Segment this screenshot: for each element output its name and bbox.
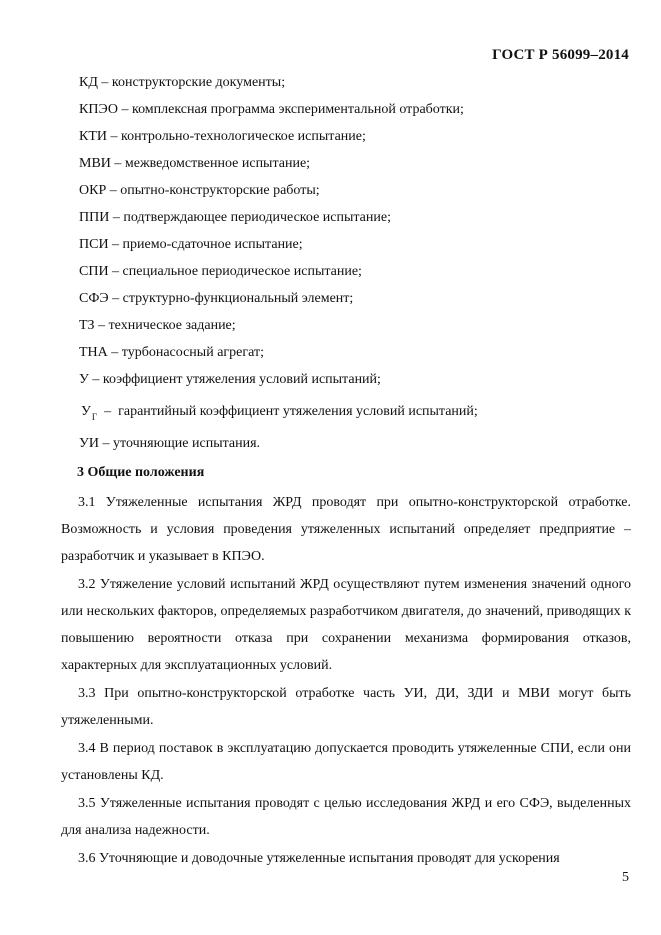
- abbreviation-item: УИ – уточняющие испытания.: [79, 436, 261, 451]
- document-header: ГОСТ Р 56099–2014: [492, 47, 629, 63]
- abbreviation-item: ОКР – опытно-конструкторские работы;: [79, 183, 320, 198]
- paragraph: 3.6 Уточняющие и доводочные утяжеленные испытания проводят для ускорения: [78, 851, 560, 866]
- abbreviation-item: КТИ – контрольно-технологическое испытание;: [79, 129, 366, 144]
- paragraph: 3.1 Утяжеленные испытания ЖРД проводят при опытно-конструкторской отработке. Возможность и условия проведения утяжеленных испытаний определяет предприятие – разработчик и указывает в КПЭО.: [61, 495, 631, 564]
- paragraph: 3.5 Утяжеленные испытания проводят с целью исследования ЖРД и его СФЭ, выделенных для анализа надежности.: [61, 796, 631, 838]
- paragraph: 3.2 Утяжеление условий испытаний ЖРД осуществляют путем изменения значений одного или нескольких факторов, определяемых разработчиком двигателя, до значений, приводящих к повышению вероятности отказа при сохранении механизма формирования отказов, характерных для эксплуатационных условий.: [61, 577, 631, 673]
- section-title: 3 Общие положения: [77, 465, 205, 480]
- abbreviation-item: ТЗ – техническое задание;: [79, 318, 236, 333]
- paragraph: 3.3 При опытно-конструкторской отработке часть УИ, ДИ, ЗДИ и МВИ могут быть утяжеленными.: [61, 686, 631, 728]
- page-number: 5: [622, 870, 629, 885]
- abbreviation-definition: – гарантийный коэффициент утяжеления условий испытаний;: [97, 404, 478, 419]
- abbreviation-symbol: У: [81, 404, 91, 419]
- abbreviation-item: КПЭО – комплексная программа экспериментальной отработки;: [79, 102, 464, 117]
- general-provisions-section: [61, 463, 631, 873]
- abbreviation-item: СПИ – специальное периодическое испытание;: [79, 264, 362, 279]
- abbreviation-item: МВИ – межведомственное испытание;: [79, 156, 311, 171]
- abbreviation-item: У – коэффициент утяжеления условий испытаний;: [79, 372, 381, 387]
- abbreviation-item: КД – конструкторские документы;: [79, 75, 286, 90]
- abbreviation-subscript: Г: [91, 412, 98, 422]
- abbreviation-item: ППИ – подтверждающее периодическое испытание;: [79, 210, 391, 225]
- abbreviation-item: ТНА – турбонасосный агрегат;: [79, 345, 264, 360]
- abbreviation-item-guarantee: [79, 402, 639, 434]
- paragraph: 3.4 В период поставок в эксплуатацию допускается проводить утяжеленные СПИ, если они установлены КД.: [61, 741, 631, 783]
- abbreviation-item: СФЭ – структурно-функциональный элемент;: [79, 291, 354, 306]
- abbreviations-list: [79, 73, 639, 461]
- abbreviation-item: ПСИ – приемо-сдаточное испытание;: [79, 237, 303, 252]
